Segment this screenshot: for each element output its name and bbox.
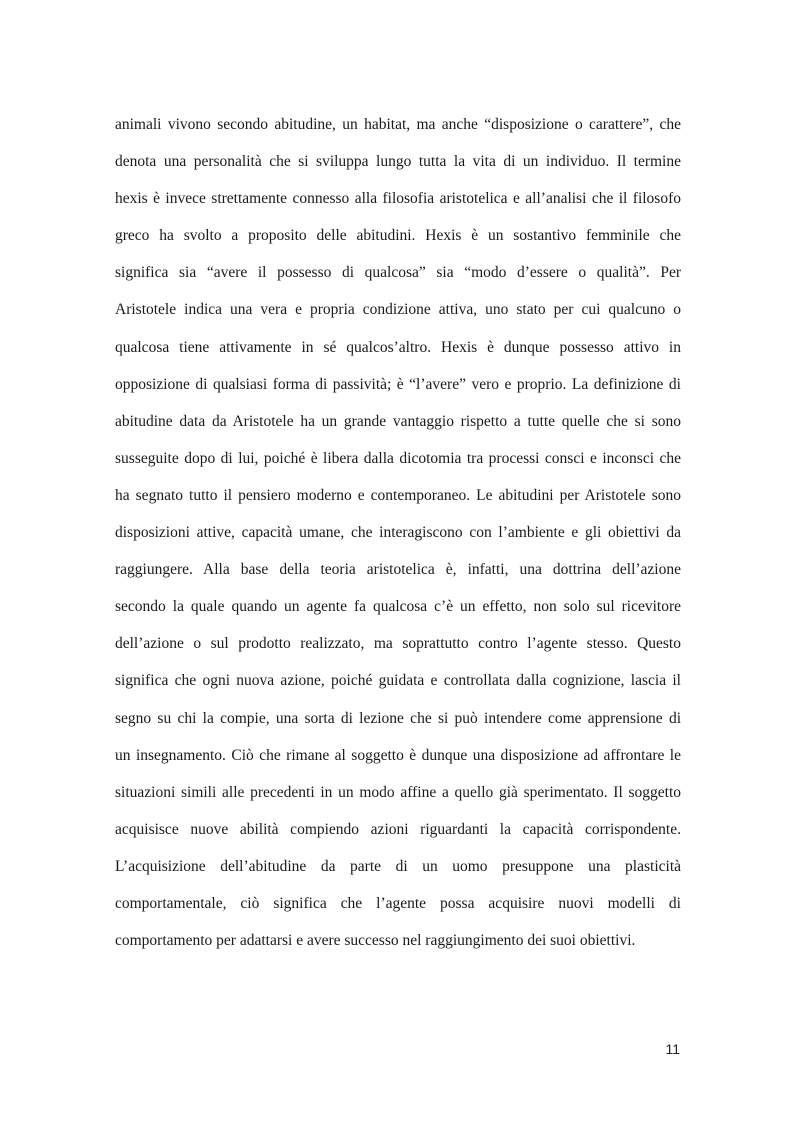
text-line: Aristotele indica una vera e propria condizione attiva, uno stato per cui qualcuno o: [115, 301, 681, 319]
text-line: hexis è invece strettamente connesso alla filosofia aristotelica e all’analisi che il filosofo: [115, 190, 681, 208]
text-line: dell’azione o sul prodotto realizzato, ma soprattutto contro l’agente stesso. Questo: [115, 635, 681, 653]
text-line: raggiungere. Alla base della teoria aristotelica è, infatti, una dottrina dell’azione: [115, 561, 681, 579]
text-line: acquisisce nuove abilità compiendo azioni riguardanti la capacità corrispondente.: [115, 820, 681, 838]
body-paragraph: [115, 111, 681, 964]
text-line: comportamentale, ciò significa che l’agente possa acquisire nuovi modelli di: [115, 894, 681, 912]
text-line: situazioni simili alle precedenti in un modo affine a quello già sperimentato. Il soggetto: [115, 783, 681, 801]
text-line: significa sia “avere il possesso di qualcosa” sia “modo d’essere o qualità”. Per: [115, 264, 681, 282]
text-line: disposizioni attive, capacità umane, che interagiscono con l’ambiente e gli obiettivi da: [115, 524, 681, 542]
text-line: abitudine data da Aristotele ha un grande vantaggio rispetto a tutte quelle che si sono: [115, 412, 681, 430]
text-line: qualcosa tiene attivamente in sé qualcos’altro. Hexis è dunque possesso attivo in: [115, 338, 681, 356]
text-line: animali vivono secondo abitudine, un habitat, ma anche “disposizione o carattere”, che: [115, 116, 681, 133]
text-line: secondo la quale quando un agente fa qualcosa c’è un effetto, non solo sul ricevitore: [115, 598, 681, 616]
text-line: un insegnamento. Ciò che rimane al soggetto è dunque una disposizione ad affrontare le: [115, 746, 681, 764]
text-line: opposizione di qualsiasi forma di passività; è “l’avere” vero e proprio. La definizione di: [115, 375, 681, 393]
text-line: L’acquisizione dell’abitudine da parte di un uomo presuppone una plasticità: [115, 857, 681, 875]
text-line: denota una personalità che si sviluppa lungo tutta la vita di un individuo. Il termine: [115, 153, 681, 171]
text-line: ha segnato tutto il pensiero moderno e contemporaneo. Le abitudini per Aristotele sono: [115, 486, 681, 504]
text-line: susseguite dopo di lui, poiché è libera dalla dicotomia tra processi consci e inconsci che: [115, 449, 681, 467]
text-line: segno su chi la compie, una sorta di lezione che si può intendere come apprensione di: [115, 709, 681, 727]
text-line: significa che ogni nuova azione, poiché guidata e controllata dalla cognizione, lascia il: [115, 672, 681, 690]
text-line-last: comportamento per adattarsi e avere successo nel raggiungimento dei suoi obiettivi.: [115, 932, 636, 950]
text-line: greco ha svolto a proposito delle abitudini. Hexis è un sostantivo femminile che: [115, 227, 681, 245]
page-number: 11: [665, 1041, 680, 1057]
